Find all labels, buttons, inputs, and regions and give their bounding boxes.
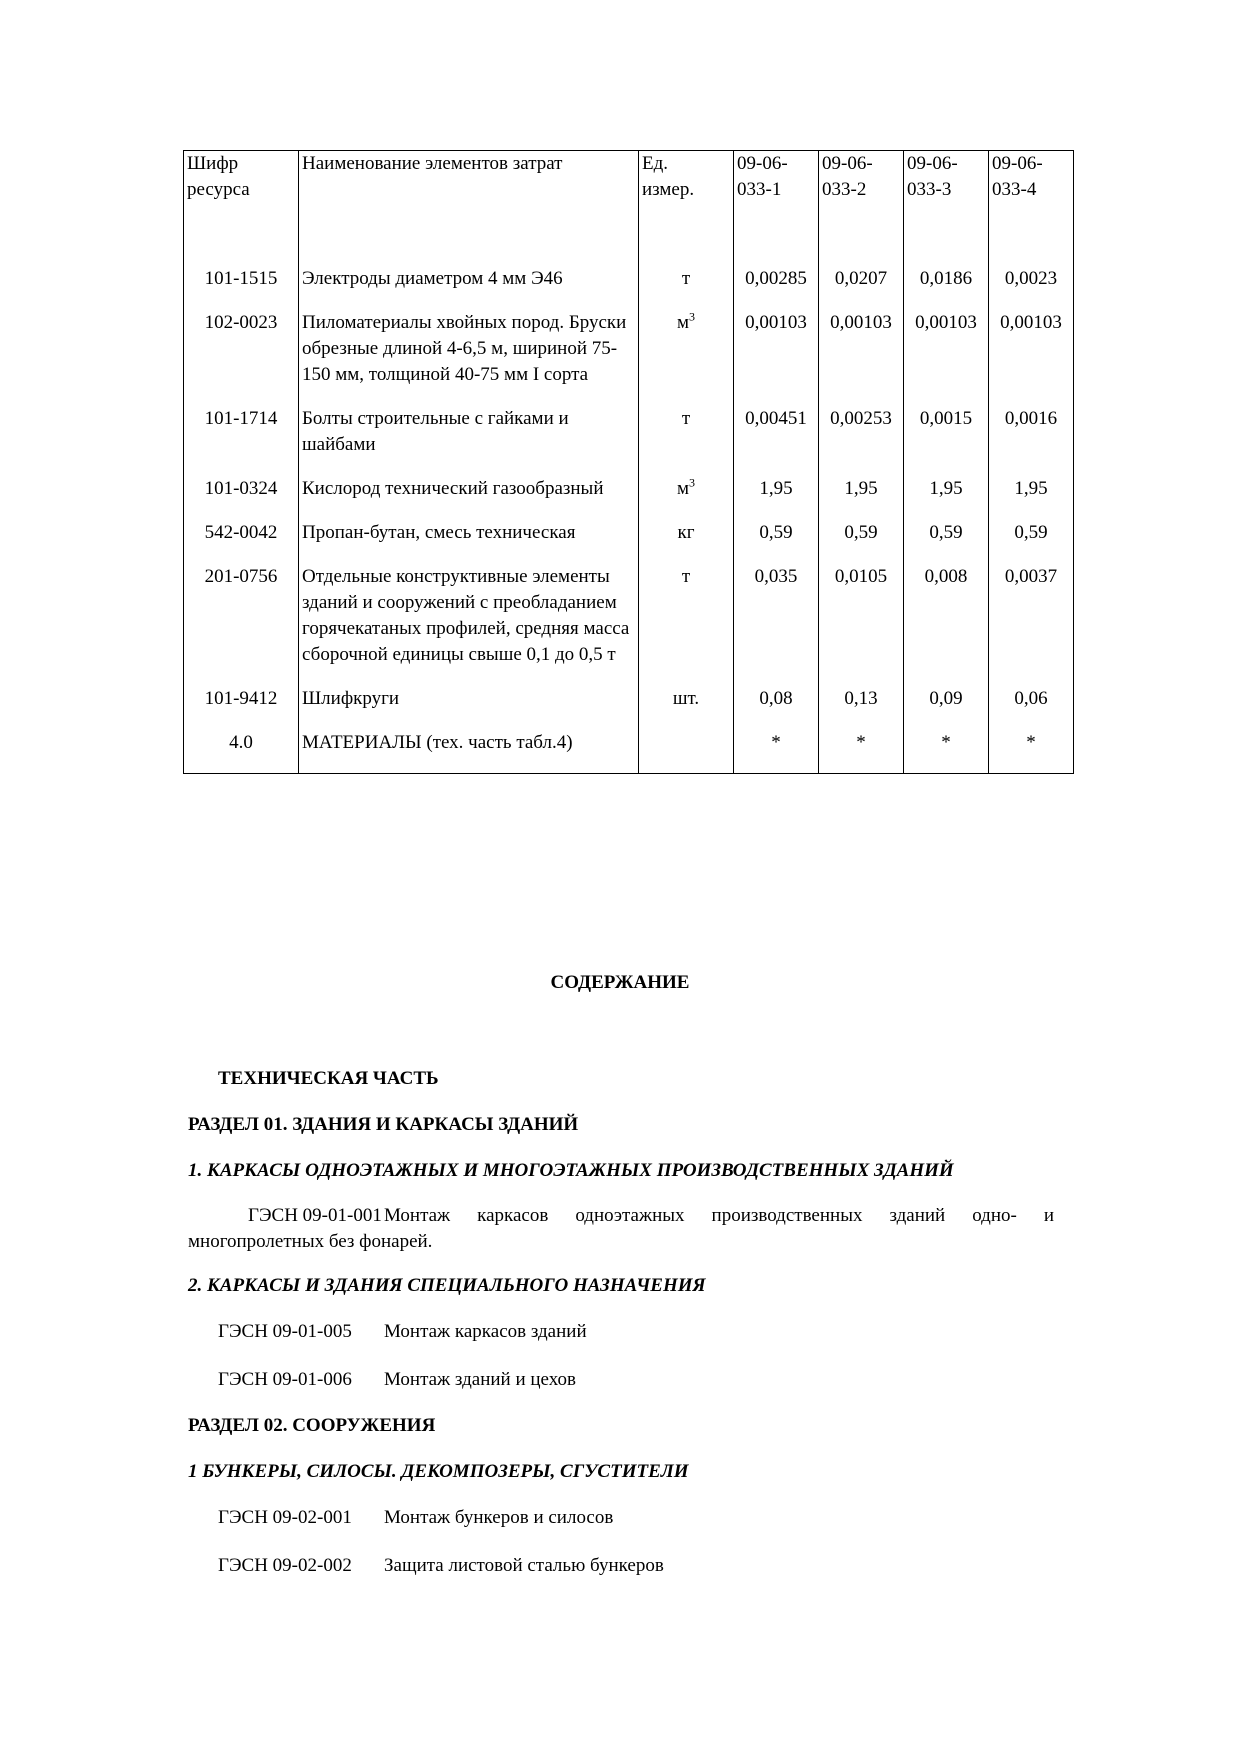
- contents-title: СОДЕРЖАНИЕ: [550, 972, 690, 993]
- toc-title: Монтаж каркасов зданий: [384, 1321, 587, 1342]
- toc-title: Защита листовой сталью бункеров: [384, 1555, 664, 1576]
- table-row: [184, 520, 1074, 564]
- unit-text: т: [681, 268, 691, 289]
- resource-name: Шлифкруги: [299, 686, 639, 730]
- header-col-3: 09-06- 033-3: [904, 151, 989, 267]
- unit-text: м: [676, 312, 690, 333]
- resource-code: 101-9412: [184, 686, 299, 730]
- norm-value-col-1: 0,035: [734, 564, 819, 686]
- norm-value-col-4: 0,0023: [989, 266, 1074, 310]
- toc-title: Монтаж каркасов одноэтажных производственных зданий одно- и многопролетных без фонарей.: [188, 1205, 1054, 1252]
- resource-name: Электроды диаметром 4 мм Э46: [299, 266, 639, 310]
- norm-value-col-3: 0,0015: [904, 406, 989, 476]
- resource-unit: [639, 266, 734, 310]
- section-01-heading: РАЗДЕЛ 01. ЗДАНИЯ И КАРКАСЫ ЗДАНИЙ: [188, 1114, 579, 1135]
- norm-value-col-3: 0,09: [904, 686, 989, 730]
- header-name: Наименование элементов затрат: [299, 151, 639, 267]
- table-row: [184, 266, 1074, 310]
- resource-unit: [639, 476, 734, 520]
- toc-code: ГЭСН 09-02-001: [218, 1507, 352, 1528]
- norm-value-col-2: 0,00253: [819, 406, 904, 476]
- norm-value-col-3: 0,00103: [904, 310, 989, 406]
- resource-name: Болты строительные с гайками и шайбами: [299, 406, 639, 476]
- unit-text: шт.: [672, 688, 700, 709]
- norm-value-col-2: 0,13: [819, 686, 904, 730]
- resource-unit: [639, 406, 734, 476]
- resource-unit: [639, 310, 734, 406]
- table-body: [184, 266, 1074, 774]
- toc-entry-09-02-002: [188, 1555, 1054, 1577]
- resource-unit: [639, 686, 734, 730]
- norm-value-col-2: *: [819, 730, 904, 774]
- unit-text: т: [681, 408, 691, 429]
- norm-value-col-1: *: [734, 730, 819, 774]
- table-row: [184, 310, 1074, 406]
- norm-value-col-2: 1,95: [819, 476, 904, 520]
- resource-table: [183, 150, 1074, 774]
- resource-name: Отдельные конструктивные элементы зданий и сооружений с преобладанием горячекатаных профилей, средняя масса сборочной единицы свыше 0,1 до 0,5 т: [299, 564, 639, 686]
- norm-value-col-4: 0,0016: [989, 406, 1074, 476]
- resource-code: 101-1714: [184, 406, 299, 476]
- resource-unit: [639, 730, 734, 774]
- header-col-4: 09-06- 033-4: [989, 151, 1074, 267]
- norm-value-col-3: 0,0186: [904, 266, 989, 310]
- subsection-2-heading: 2. КАРКАСЫ И ЗДАНИЯ СПЕЦИАЛЬНОГО НАЗНАЧЕНИЯ: [188, 1275, 706, 1296]
- header-col-1: 09-06- 033-1: [734, 151, 819, 267]
- table-row: [184, 406, 1074, 476]
- resource-name: Пиломатериалы хвойных пород. Бруски обрезные длиной 4-6,5 м, шириной 75-150 мм, толщиной 40-75 мм I сорта: [299, 310, 639, 406]
- toc-title: Монтаж бункеров и силосов: [384, 1507, 614, 1528]
- resource-name: Кислород технический газообразный: [299, 476, 639, 520]
- resource-unit: [639, 564, 734, 686]
- toc-entry-09-01-001: [188, 1203, 1054, 1255]
- norm-value-col-2: 0,00103: [819, 310, 904, 406]
- norm-value-col-3: 0,59: [904, 520, 989, 564]
- norm-value-col-2: 0,0207: [819, 266, 904, 310]
- norm-value-col-3: 1,95: [904, 476, 989, 520]
- norm-value-col-2: 0,0105: [819, 564, 904, 686]
- toc-code: ГЭСН 09-01-005: [218, 1321, 352, 1342]
- table-row: [184, 564, 1074, 686]
- toc-entry-09-02-001: [188, 1507, 1054, 1529]
- norm-value-col-4: 0,59: [989, 520, 1074, 564]
- resource-code: 102-0023: [184, 310, 299, 406]
- norm-value-col-2: 0,59: [819, 520, 904, 564]
- section-02-heading: РАЗДЕЛ 02. СООРУЖЕНИЯ: [188, 1415, 436, 1436]
- tech-part-heading: ТЕХНИЧЕСКАЯ ЧАСТЬ: [218, 1068, 439, 1089]
- toc-code: ГЭСН 09-01-006: [218, 1369, 352, 1390]
- norm-value-col-4: *: [989, 730, 1074, 774]
- norm-value-col-4: 1,95: [989, 476, 1074, 520]
- subsection-bunkers-heading: 1 БУНКЕРЫ, СИЛОСЫ. ДЕКОМПОЗЕРЫ, СГУСТИТЕЛИ: [188, 1461, 689, 1482]
- toc-code: ГЭСН 09-01-001: [248, 1205, 382, 1226]
- toc-code: ГЭСН 09-02-002: [218, 1555, 352, 1576]
- norm-value-col-1: 0,08: [734, 686, 819, 730]
- table-header-row: [184, 151, 1074, 267]
- unit-text: кг: [677, 522, 695, 543]
- norm-value-col-4: 0,06: [989, 686, 1074, 730]
- header-col-2: 09-06- 033-2: [819, 151, 904, 267]
- subsection-1-heading: 1. КАРКАСЫ ОДНОЭТАЖНЫХ И МНОГОЭТАЖНЫХ ПРОИЗВОДСТВЕННЫХ ЗДАНИЙ: [188, 1160, 954, 1181]
- resource-code: 201-0756: [184, 564, 299, 686]
- resource-name: МАТЕРИАЛЫ (тех. часть табл.4): [299, 730, 639, 774]
- resource-code: 4.0: [184, 730, 299, 774]
- toc-title: Монтаж зданий и цехов: [384, 1369, 576, 1390]
- table-row: [184, 476, 1074, 520]
- norm-value-col-4: 0,00103: [989, 310, 1074, 406]
- unit-superscript: 3: [689, 475, 696, 490]
- norm-value-col-1: 0,00103: [734, 310, 819, 406]
- resource-code: 101-0324: [184, 476, 299, 520]
- toc-entry-09-01-005: [188, 1321, 1054, 1343]
- resource-unit: [639, 520, 734, 564]
- resource-code: 101-1515: [184, 266, 299, 310]
- resource-code: 542-0042: [184, 520, 299, 564]
- norm-value-col-1: 0,59: [734, 520, 819, 564]
- norm-value-col-1: 1,95: [734, 476, 819, 520]
- norm-value-col-1: 0,00285: [734, 266, 819, 310]
- norm-value-col-1: 0,00451: [734, 406, 819, 476]
- norm-value-col-3: 0,008: [904, 564, 989, 686]
- header-code: Шифр ресурса: [184, 151, 299, 267]
- norm-value-col-3: *: [904, 730, 989, 774]
- unit-text: т: [681, 566, 691, 587]
- toc-entry-09-01-006: [188, 1369, 1054, 1391]
- unit-superscript: 3: [689, 309, 696, 324]
- resource-name: Пропан-бутан, смесь техническая: [299, 520, 639, 564]
- table-row: [184, 730, 1074, 774]
- norm-value-col-4: 0,0037: [989, 564, 1074, 686]
- table-row: [184, 686, 1074, 730]
- unit-text: м: [676, 478, 690, 499]
- header-unit: Ед. измер.: [639, 151, 734, 267]
